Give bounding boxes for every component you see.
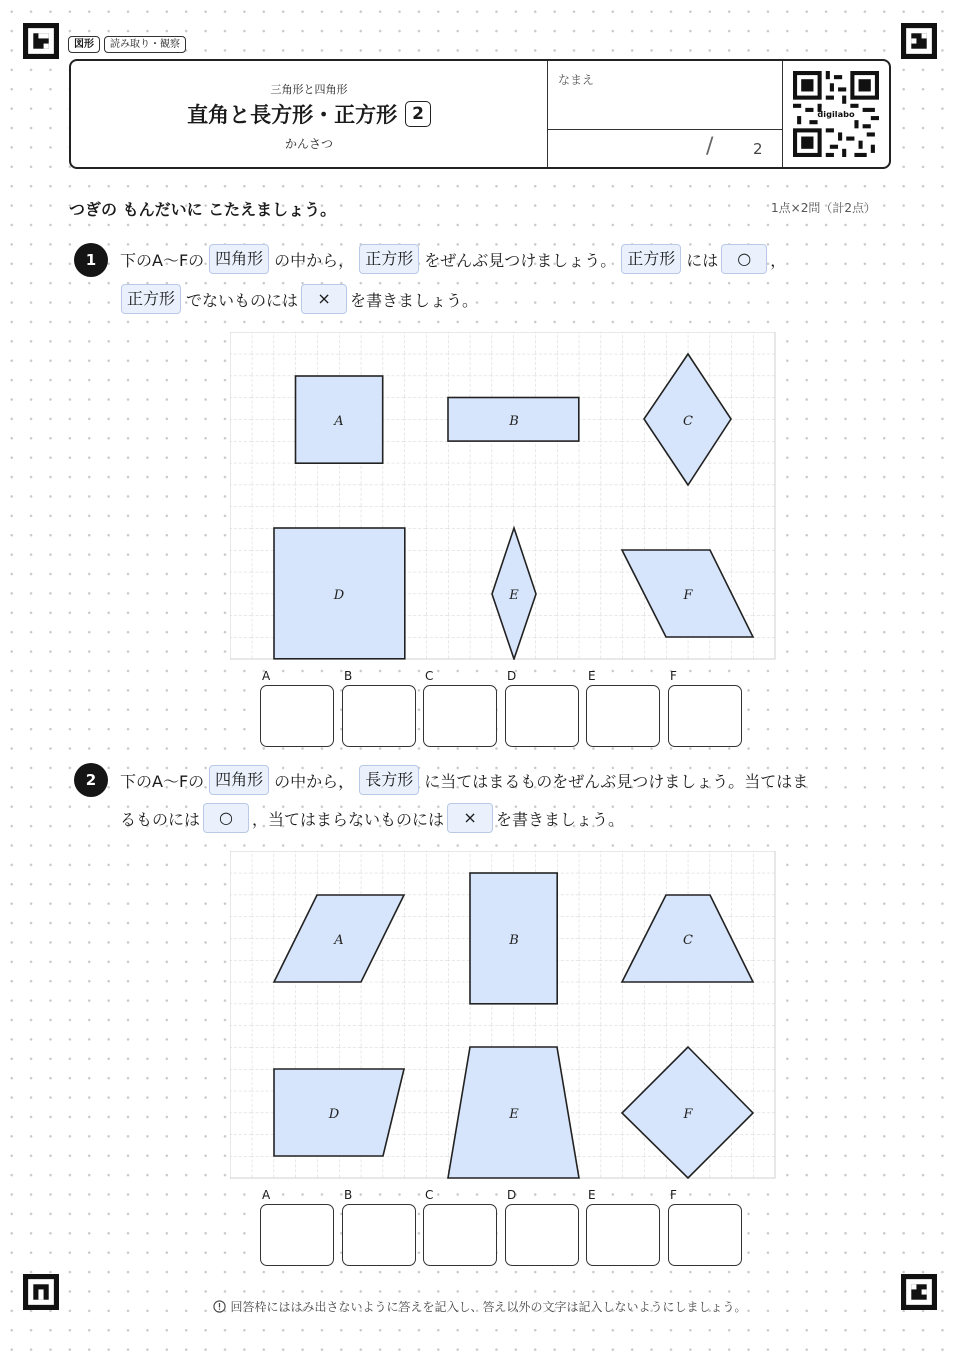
q2-text: の中から， bbox=[274, 771, 355, 791]
footer-note bbox=[0, 1298, 960, 1315]
q2-answer-cell-b bbox=[342, 1188, 417, 1264]
corner-marker-top-right bbox=[901, 23, 937, 59]
instruction-text: つぎの もんだいに こたえましょう。 bbox=[69, 200, 337, 219]
question-2-line-2 bbox=[120, 803, 624, 833]
q2-answer-box-a[interactable] bbox=[260, 1204, 334, 1266]
unit-name: 三角形と四角形 bbox=[270, 83, 348, 96]
q2-text: ，当てはまらないものには bbox=[252, 809, 445, 829]
title-reading: かんさつ bbox=[284, 137, 333, 151]
answer-label: B bbox=[344, 669, 353, 683]
q1-keyword-square: 正方形 bbox=[621, 244, 681, 274]
question-1-answer-row bbox=[260, 669, 744, 749]
page-title bbox=[71, 99, 547, 129]
q2-shape-label-d: D bbox=[328, 1107, 340, 1122]
q1-keyword-square: 正方形 bbox=[359, 244, 419, 274]
qr-code-icon bbox=[793, 71, 879, 157]
q1-text: ， bbox=[770, 250, 787, 270]
q2-shape-label-c: C bbox=[683, 933, 693, 948]
q1-text: には bbox=[686, 250, 719, 270]
q1-text: でないものには bbox=[186, 290, 299, 310]
q2-answer-box-c[interactable] bbox=[423, 1204, 497, 1266]
q1-answer-cell-c bbox=[423, 669, 498, 745]
q1-text: を書きましょう。 bbox=[350, 290, 479, 310]
score-slash: / bbox=[706, 134, 714, 159]
question-2-number: 2 bbox=[74, 763, 108, 797]
worksheet-header bbox=[69, 59, 891, 169]
q1-answer-cell-d bbox=[505, 669, 580, 745]
question-1-figure bbox=[230, 332, 776, 660]
answer-label: E bbox=[588, 1188, 596, 1202]
answer-label: D bbox=[507, 1188, 517, 1202]
answer-label: A bbox=[262, 669, 271, 683]
q1-answer-box-e[interactable] bbox=[586, 685, 660, 747]
answer-label: A bbox=[262, 1188, 271, 1202]
q1-answer-cell-b bbox=[342, 669, 417, 745]
q1-keyword-square: 正方形 bbox=[121, 284, 181, 314]
q1-answer-cell-e bbox=[586, 669, 661, 745]
q2-shape-label-a: A bbox=[334, 933, 344, 948]
answer-label: B bbox=[344, 1188, 353, 1202]
q1-shape-label-e: E bbox=[509, 588, 519, 603]
q2-answer-cell-d bbox=[505, 1188, 580, 1264]
q1-answer-box-f[interactable] bbox=[668, 685, 742, 747]
q1-shape-label-f: F bbox=[683, 588, 693, 603]
score-field[interactable] bbox=[548, 129, 782, 167]
q2-answer-box-b[interactable] bbox=[342, 1204, 416, 1266]
q2-answer-box-f[interactable] bbox=[668, 1204, 742, 1266]
category-tags bbox=[68, 36, 186, 53]
answer-label: E bbox=[588, 669, 596, 683]
title-block bbox=[71, 61, 547, 167]
question-1-number: 1 bbox=[74, 243, 108, 277]
q2-shape-label-b: B bbox=[509, 933, 519, 948]
q1-shape-label-c: C bbox=[683, 414, 693, 429]
question-1-line-2 bbox=[116, 284, 478, 314]
q2-keyword-quadrilateral: 四角形 bbox=[209, 765, 269, 795]
q1-text: 下のA〜Fの bbox=[120, 250, 205, 270]
q2-keyword-rectangle: 長方形 bbox=[359, 765, 419, 795]
q1-answer-cell-f bbox=[668, 669, 743, 745]
title-number: 2 bbox=[405, 101, 431, 127]
q2-answer-cell-a bbox=[260, 1188, 335, 1264]
q2-text: るものには bbox=[120, 809, 201, 829]
q2-text: に当てはまるものをぜんぶ見つけましょう。当てはま bbox=[424, 771, 809, 791]
answer-label: C bbox=[425, 1188, 434, 1202]
q1-text: をぜんぶ見つけましょう。 bbox=[424, 250, 617, 270]
q2-text: を書きましょう。 bbox=[496, 809, 625, 829]
q2-answer-box-e[interactable] bbox=[586, 1204, 660, 1266]
name-label: なまえ bbox=[558, 73, 595, 87]
q2-answer-cell-f bbox=[668, 1188, 743, 1264]
q1-shape-label-a: A bbox=[334, 414, 344, 429]
q2-circle-mark: ○ bbox=[203, 803, 249, 833]
q2-cross-mark: × bbox=[447, 803, 493, 833]
q1-answer-cell-a bbox=[260, 669, 335, 745]
q1-keyword-quadrilateral: 四角形 bbox=[209, 244, 269, 274]
question-2-figure bbox=[230, 851, 776, 1179]
tag-skill: 読み取り・観察 bbox=[104, 36, 186, 53]
info-icon bbox=[213, 1300, 226, 1313]
answer-label: D bbox=[507, 669, 517, 683]
q1-answer-box-d[interactable] bbox=[505, 685, 579, 747]
points-label: 1点×2問（計2点） bbox=[771, 201, 876, 215]
q1-shape-label-d: D bbox=[333, 588, 345, 603]
q1-cross-mark: × bbox=[301, 284, 347, 314]
q2-answer-cell-c bbox=[423, 1188, 498, 1264]
q1-answer-box-c[interactable] bbox=[423, 685, 497, 747]
q2-answer-cell-e bbox=[586, 1188, 661, 1264]
q1-shape-label-b: B bbox=[509, 414, 519, 429]
answer-label: F bbox=[670, 1188, 677, 1202]
q2-text: 下のA〜Fの bbox=[120, 771, 205, 791]
q2-answer-box-d[interactable] bbox=[505, 1204, 579, 1266]
q1-circle-mark: ○ bbox=[721, 244, 767, 274]
q1-text: の中から， bbox=[274, 250, 355, 270]
name-score-block bbox=[547, 61, 783, 167]
score-total: 2 bbox=[753, 140, 763, 158]
tag-category: 図形 bbox=[68, 36, 100, 53]
question-2-line-1 bbox=[120, 765, 808, 795]
q1-answer-box-a[interactable] bbox=[260, 685, 334, 747]
title-text: 直角と長方形・正方形 bbox=[187, 103, 398, 127]
q1-answer-box-b[interactable] bbox=[342, 685, 416, 747]
question-2-answer-row bbox=[260, 1188, 744, 1268]
corner-marker-top-left bbox=[23, 23, 59, 59]
question-1-line-1 bbox=[120, 244, 786, 274]
q2-shape-label-f: F bbox=[683, 1107, 693, 1122]
q2-shape-label-e: E bbox=[509, 1107, 519, 1122]
answer-label: C bbox=[425, 669, 434, 683]
qr-caption: digilabo bbox=[817, 108, 855, 119]
footer-text: 回答枠にははみ出さないように答えを記入し、答え以外の文字は記入しないようにしましょう。 bbox=[230, 1300, 747, 1314]
answer-label: F bbox=[670, 669, 677, 683]
